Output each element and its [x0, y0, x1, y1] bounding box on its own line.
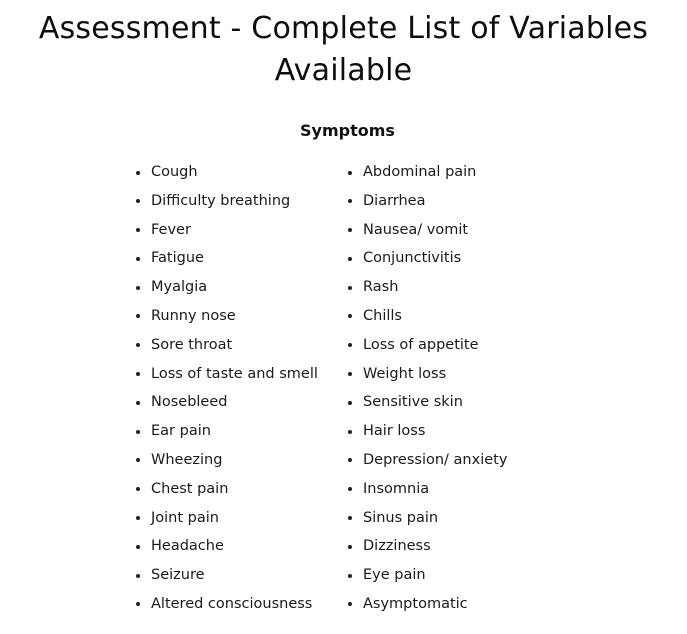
- list-item-label: Sensitive skin: [363, 394, 463, 411]
- bullet-icon: [348, 516, 352, 520]
- bullet-icon: [136, 516, 140, 520]
- list-item-label: Fatigue: [151, 250, 204, 267]
- list-item: [348, 273, 507, 302]
- bullet-icon: [136, 602, 140, 606]
- bullet-icon: [348, 430, 352, 434]
- list-item-label: Nausea/ vomit: [363, 221, 469, 238]
- bullet-icon: [348, 372, 352, 376]
- bullet-icon: [136, 574, 140, 578]
- list-item: [136, 446, 318, 475]
- list-item: [136, 244, 318, 273]
- list-item: [348, 244, 507, 273]
- bullet-icon: [348, 171, 352, 175]
- bullet-icon: [348, 343, 352, 347]
- list-item: [136, 388, 318, 417]
- list-item-label: Headache: [151, 538, 224, 555]
- bullet-icon: [136, 458, 140, 462]
- list-item-label: Weight loss: [363, 365, 447, 382]
- list-item-label: Loss of taste and smell: [151, 365, 318, 382]
- bullet-icon: [136, 430, 140, 434]
- list-item: [348, 331, 507, 360]
- list-item-label: Joint pain: [151, 509, 219, 526]
- bullet-icon: [136, 228, 140, 232]
- list-item: [136, 331, 318, 360]
- list-item: [136, 561, 318, 590]
- list-item: [348, 504, 507, 533]
- section-heading-symptoms: Symptoms: [300, 121, 395, 140]
- bullet-icon: [348, 401, 352, 405]
- page-title: Assessment - Complete List of Variables Available: [38, 11, 649, 88]
- list-item: [348, 446, 507, 475]
- list-item: [348, 417, 507, 446]
- bullet-icon: [348, 199, 352, 203]
- list-item-label: Loss of appetite: [363, 336, 479, 353]
- list-item-label: Runny nose: [151, 307, 236, 324]
- list-item-label: Fever: [151, 221, 191, 238]
- bullet-icon: [136, 286, 140, 290]
- bullet-icon: [348, 458, 352, 462]
- list-item: [136, 302, 318, 331]
- list-item-label: Depression/ anxiety: [363, 451, 508, 468]
- list-item-label: Abdominal pain: [363, 164, 477, 180]
- bullet-icon: [348, 487, 352, 491]
- list-item-label: Diarrhea: [363, 192, 426, 209]
- list-item: [136, 590, 318, 619]
- bullet-icon: [348, 545, 352, 549]
- bullet-icon: [136, 343, 140, 347]
- list-item: [136, 504, 318, 533]
- bullet-icon: [348, 257, 352, 261]
- list-item-label: Difficulty breathing: [151, 192, 291, 209]
- list-item: [348, 590, 507, 619]
- list-item-label: Chills: [363, 307, 402, 324]
- list-item-label: Hair loss: [363, 423, 426, 440]
- list-item: [348, 187, 507, 216]
- list-item-label: Sore throat: [151, 336, 233, 353]
- bullet-icon: [136, 257, 140, 261]
- list-item-label: Seizure: [151, 567, 205, 584]
- list-item: [348, 388, 507, 417]
- list-item: [348, 475, 507, 504]
- list-item: [348, 360, 507, 389]
- bullet-icon: [136, 171, 140, 175]
- list-item: [136, 532, 318, 561]
- bullet-icon: [136, 545, 140, 549]
- bullet-icon: [348, 314, 352, 318]
- list-item-label: Dizziness: [363, 538, 431, 555]
- list-item-label: Myalgia: [151, 279, 208, 296]
- list-item: [136, 216, 318, 245]
- list-item-label: Chest pain: [151, 480, 229, 497]
- bullet-icon: [136, 487, 140, 491]
- list-item: [348, 216, 507, 245]
- list-item: [136, 475, 318, 504]
- list-item: [136, 417, 318, 446]
- list-item: [136, 273, 318, 302]
- list-item-label: Ear pain: [151, 423, 211, 440]
- bullet-icon: [348, 602, 352, 606]
- list-item: [136, 158, 318, 187]
- list-item-label: Nosebleed: [151, 394, 228, 411]
- bullet-icon: [136, 314, 140, 318]
- list-item-label: Rash: [363, 279, 399, 296]
- bullet-icon: [348, 286, 352, 290]
- list-item: [348, 158, 507, 187]
- list-item-label: Conjunctivitis: [363, 250, 462, 267]
- bullet-icon: [136, 401, 140, 405]
- list-item-label: Insomnia: [363, 480, 430, 497]
- symptom-list-left: [136, 158, 318, 619]
- list-item: [348, 561, 507, 590]
- bullet-icon: [136, 372, 140, 376]
- list-item: [136, 360, 318, 389]
- list-item: [136, 187, 318, 216]
- list-item: [348, 302, 507, 331]
- list-item-label: Cough: [151, 164, 198, 180]
- list-item-label: Asymptomatic: [363, 595, 468, 612]
- list-item-label: Sinus pain: [363, 509, 439, 526]
- bullet-icon: [348, 574, 352, 578]
- list-item-label: Eye pain: [363, 567, 426, 584]
- list-item-label: Altered consciousness: [151, 595, 313, 612]
- bullet-icon: [348, 228, 352, 232]
- bullet-icon: [136, 199, 140, 203]
- list-item-label: Wheezing: [151, 451, 223, 468]
- list-item: [348, 532, 507, 561]
- symptom-list-right: [348, 158, 507, 619]
